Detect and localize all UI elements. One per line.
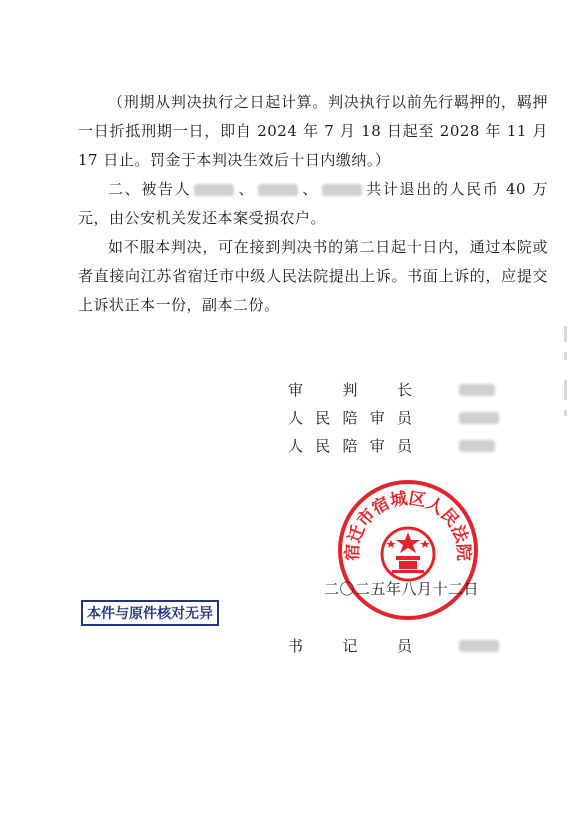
redacted-name <box>459 384 495 396</box>
sentence-term-paragraph: （刑期从判决执行之日起计算。判决执行以前先行羁押的，羁押一日折抵刑期一日，即自 2024 年 7 月 18 日起至 2028 年 11 月 17 日止。罚金于本判决生效后十日内缴纳。） <box>78 93 548 169</box>
redacted-name <box>258 184 298 196</box>
appeal-paragraph: 如不服本判决，可在接到判决书的第二日起十日内，通过本院或者直接向江苏省宿迁市中级人民法院提出上诉。书面上诉的，应提交上诉状正本一份，副本二份。 <box>78 238 548 314</box>
signature-label-char: 审 <box>288 381 304 399</box>
judgment-date: 二〇二五年八月十二日 <box>324 580 480 598</box>
signature-label-char: 书 <box>288 637 304 655</box>
signature-label-char: 审 <box>369 437 385 455</box>
signature-label-char: 员 <box>396 409 412 427</box>
court-seal <box>336 478 480 622</box>
signature-label <box>288 380 412 400</box>
scan-edge-mark <box>564 410 567 416</box>
signature-label-char: 陪 <box>342 409 358 427</box>
restitution-separator: 、 <box>301 180 320 198</box>
redacted-name <box>459 440 495 452</box>
signature-label-char: 人 <box>288 409 304 427</box>
signature-label-char: 记 <box>342 637 358 655</box>
redacted-name <box>194 184 234 196</box>
scan-edge-mark <box>564 380 567 400</box>
restitution-separator: 、 <box>237 180 256 198</box>
restitution-paragraph <box>78 175 548 233</box>
signature-label-char: 判 <box>342 381 358 399</box>
scan-edge-mark <box>564 352 567 360</box>
redacted-name <box>459 412 499 424</box>
restitution-suffix: 共计退出的人民币 40 万元，由公安机关发还本案受损农户。 <box>78 180 548 227</box>
signature-label-char: 员 <box>396 437 412 455</box>
redacted-name <box>459 640 499 652</box>
signature-label <box>288 636 412 656</box>
signature-label-char: 民 <box>315 437 331 455</box>
signature-label-char: 长 <box>396 381 412 399</box>
signature-label-char: 民 <box>315 409 331 427</box>
signature-label-char: 人 <box>288 437 304 455</box>
signature-label <box>288 436 412 456</box>
national-emblem-icon <box>382 528 434 580</box>
redacted-name <box>322 184 362 196</box>
verification-stamp: 本件与原件核对无异 <box>81 600 219 626</box>
signature-label-char: 陪 <box>342 437 358 455</box>
restitution-prefix: 二、被告人 <box>108 180 192 198</box>
scan-edge-mark <box>564 326 567 342</box>
signature-label <box>288 408 412 428</box>
seal-text: 宿迁市宿城区人民法院 <box>342 488 474 562</box>
signature-label-char: 审 <box>369 409 385 427</box>
signature-label-char: 员 <box>396 637 412 655</box>
